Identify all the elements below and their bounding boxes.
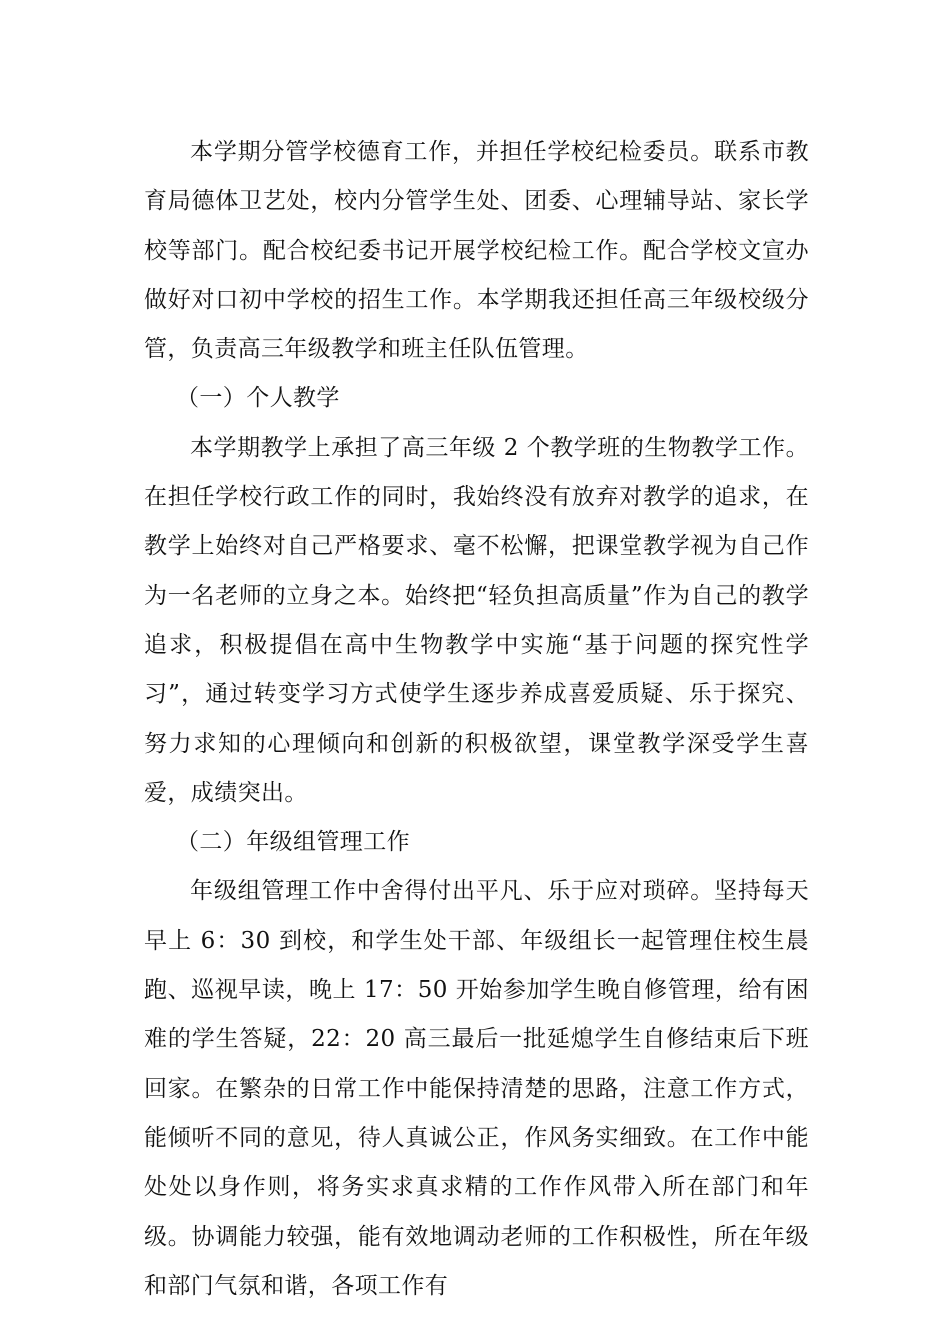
paragraph-grade-management: 年级组管理工作中舍得付出平凡、乐于应对琐碎。坚持每天早上 6：30 到校，和学生处干部、年级组长一起管理住校生晨跑、巡视早读，晚上 17：50 开始参加学生晚自修管理，给有困难的学生答疑，22：20 高三最后一批延熄学生自修结束后下班回家。在繁杂的日常工作中能保持清楚的思路，注意工作方式，能倾听不同的意见，待人真诚公正，作风务实细致。在工作中能处处以身作则，将务实求真求精的工作作风带入所在部门和年级。协调能力较强，能有效地调动老师的工作积极性，所在年级和部门气氛和谐，各项工作有 bbox=[144, 878, 809, 1299]
document-body bbox=[144, 128, 809, 1311]
section-heading-teaching: （一）个人教学 bbox=[176, 385, 340, 412]
paragraph-duties: 本学期分管学校德育工作，并担任学校纪检委员。联系市教育局德体卫艺处，校内分管学生处、团委、心理辅导站、家长学校等部门。配合校纪委书记开展学校纪检工作。配合学校文宣办做好对口初中学校的招生工作。本学期我还担任高三年级校级分管，负责高三年级教学和班主任队伍管理。 bbox=[144, 139, 809, 363]
section-heading-grade-management: （二）年级组管理工作 bbox=[176, 829, 410, 856]
paragraph-teaching: 本学期教学上承担了高三年级 2 个教学班的生物教学工作。在担任学校行政工作的同时，我始终没有放弃对教学的追求，在教学上始终对自己严格要求、毫不松懈，把课堂教学视为自己作为一名老师的立身之本。始终把“轻负担高质量”作为自己的教学追求，积极提倡在高中生物教学中实施“基于问题的探究性学习”，通过转变学习方式使学生逐步养成喜爱质疑、乐于探究、努力求知的心理倾向和创新的积极欲望，课堂教学深受学生喜爱，成绩突出。 bbox=[144, 434, 809, 806]
